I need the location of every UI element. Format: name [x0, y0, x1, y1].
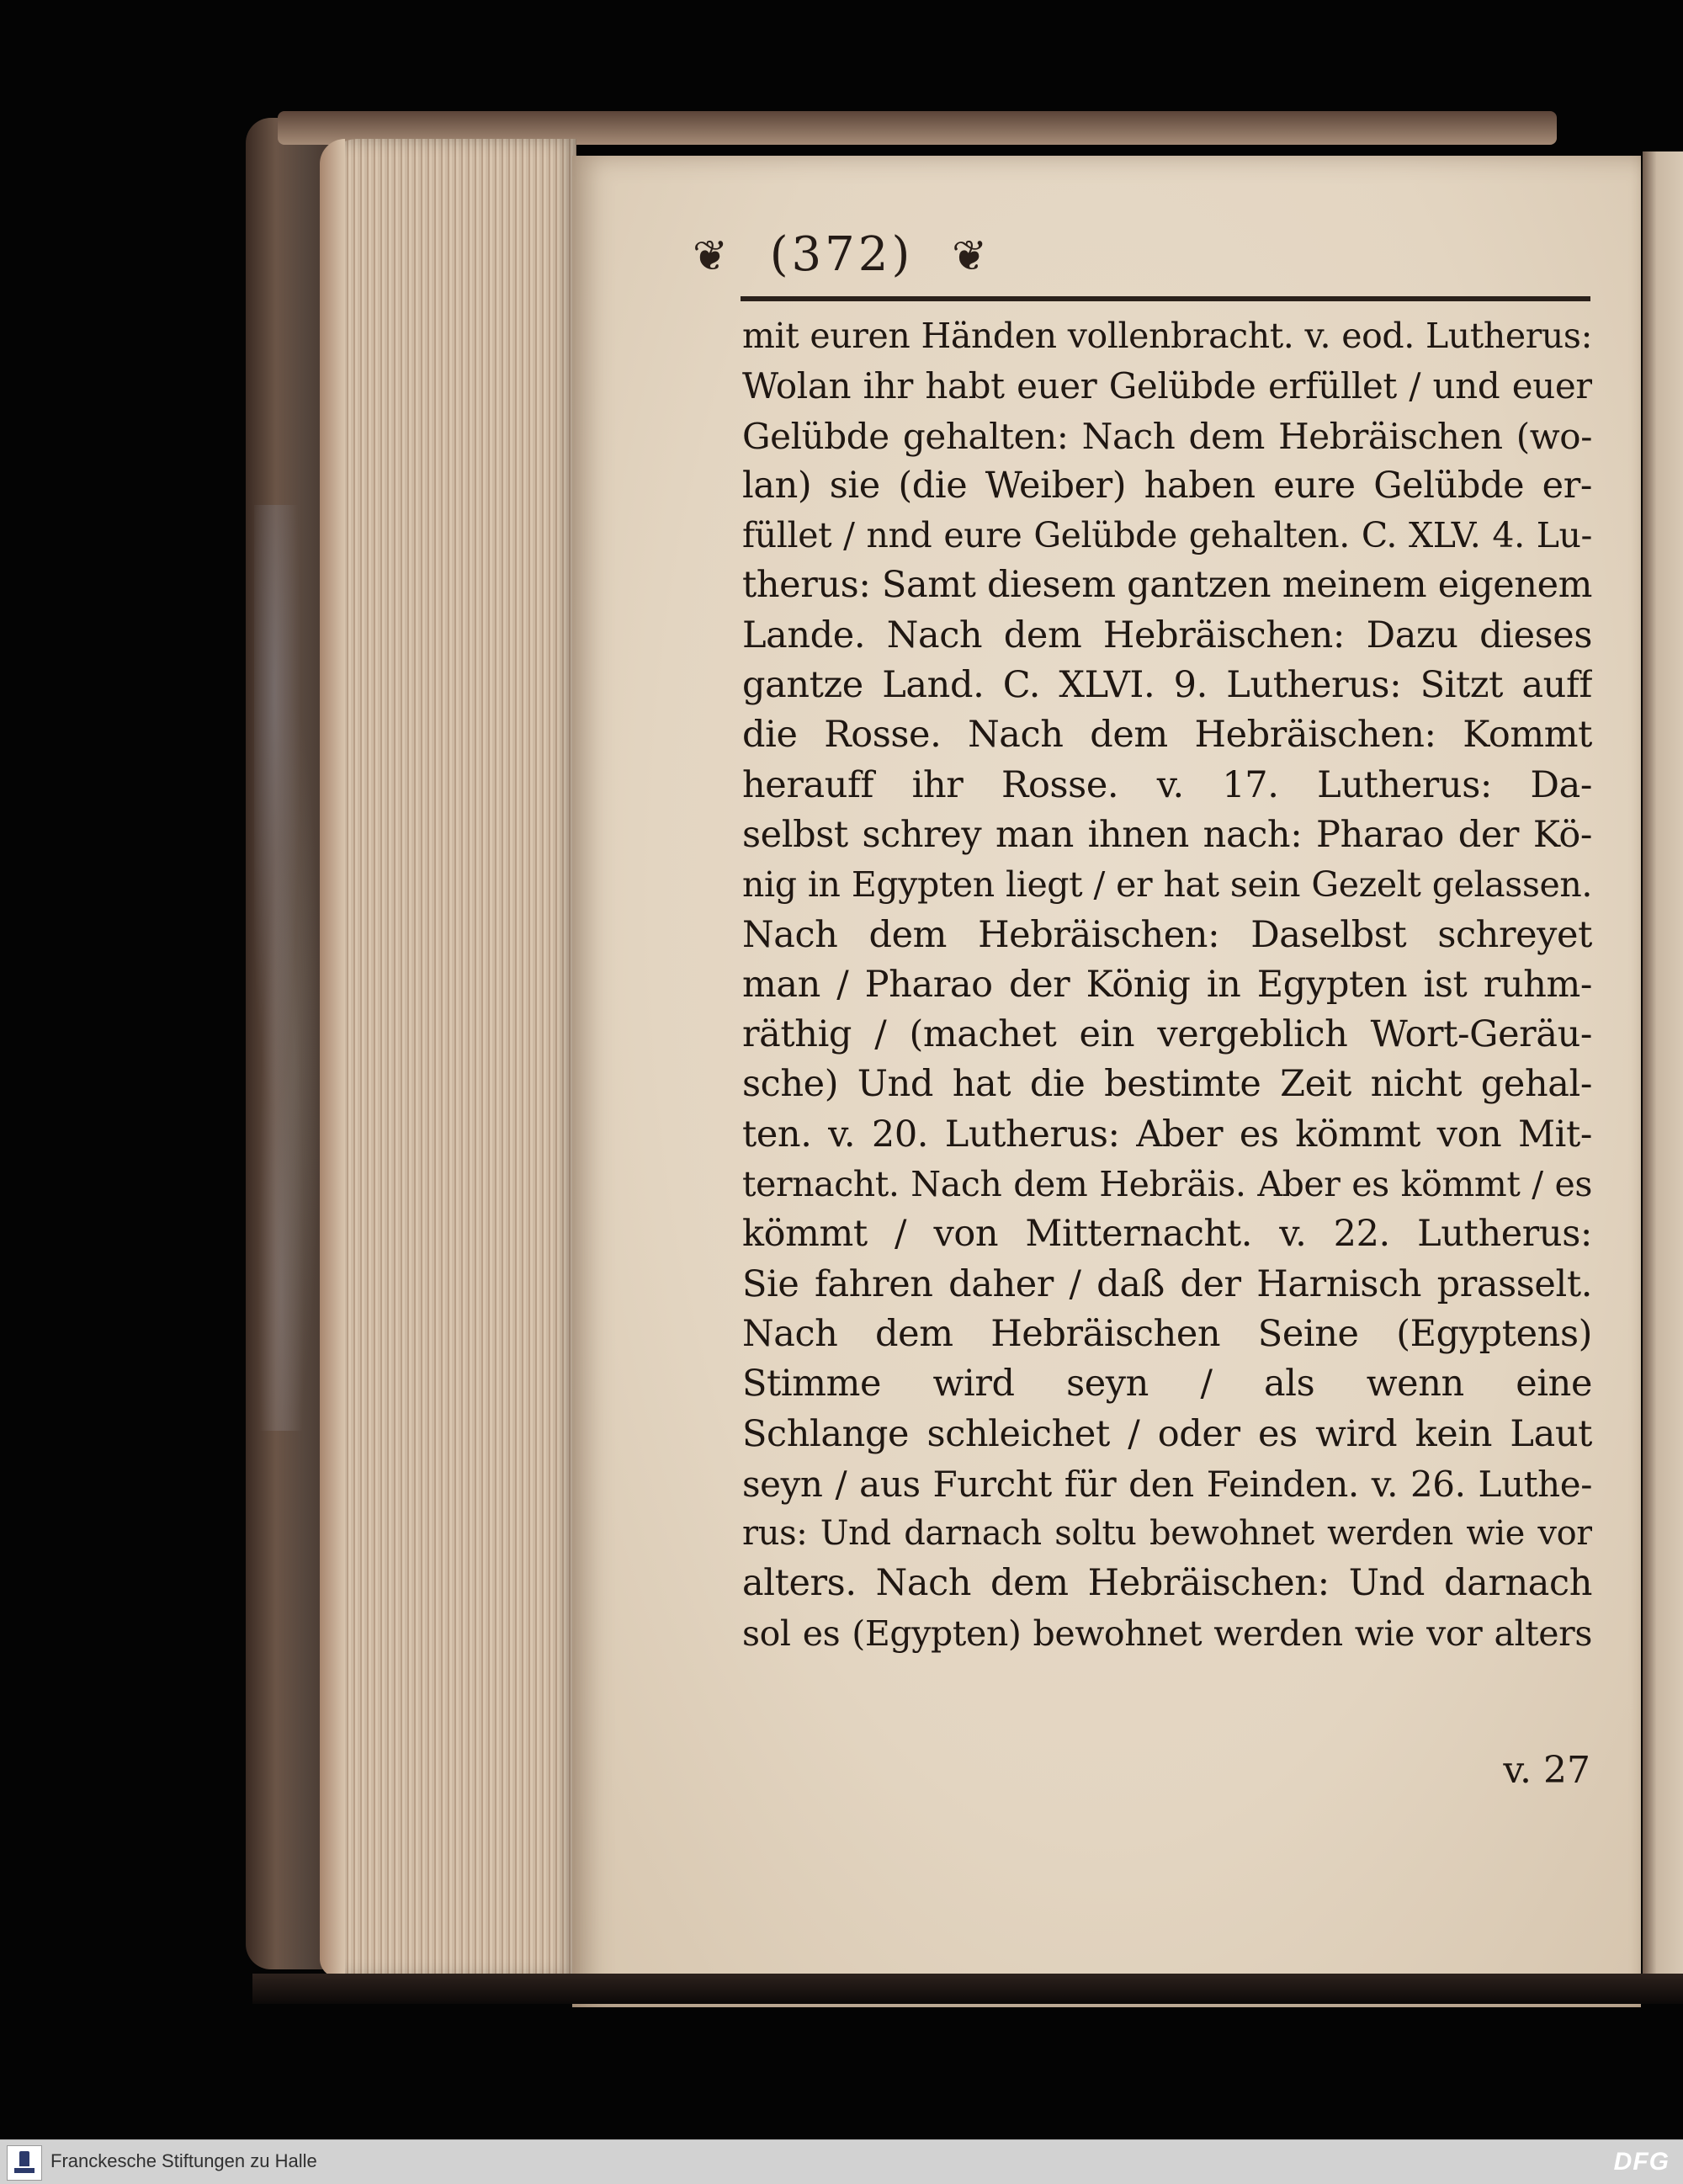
facing-page-edge — [1643, 151, 1683, 1995]
text-line: man / Pharao der König in Egypten ist ruhm- — [742, 963, 1592, 1006]
page-body-text — [742, 311, 1592, 1659]
text-line: ten. v. 20. Lutherus: Aber es kömmt von Mit- — [742, 1113, 1592, 1156]
ornament-right-icon: ❦ — [952, 231, 991, 280]
text-line: räthig / (machet ein vergeblich Wort-Geräu- — [742, 1013, 1592, 1056]
text-line: mit euren Händen vollenbracht. v. eod. Lutherus: — [742, 316, 1592, 356]
ornament-left-icon: ❦ — [692, 231, 731, 280]
text-line: ternacht. Nach dem Hebräis. Aber es kömmt / es — [742, 1164, 1592, 1205]
text-line: sche) Und hat die bestimte Zeit nicht gehal- — [742, 1063, 1592, 1106]
logo-mark — [19, 2151, 29, 2166]
page-block-edges — [324, 139, 576, 1978]
text-line: sol es (Egypten) bewohnet werden wie vor alters — [742, 1613, 1592, 1654]
page-header — [0, 227, 1683, 282]
text-line: füllet / nnd eure Gelübde gehalten. C. XLV. 4. Lu- — [742, 515, 1592, 556]
logo-base — [14, 2168, 35, 2173]
text-line: Nach dem Hebräischen Seine (Egyptens) — [742, 1312, 1592, 1355]
text-line: alters. Nach dem Hebräischen: Und darnach — [742, 1562, 1592, 1605]
spine-marbling — [254, 505, 321, 1431]
text-line: Lande. Nach dem Hebräischen: Dazu dieses — [742, 614, 1592, 656]
text-line: nig in Egypten liegt / er hat sein Gezelt gelassen. — [742, 864, 1592, 906]
page-number: (372) — [769, 227, 914, 282]
book-cover-bottom — [252, 1974, 1683, 2004]
text-line: Stimme wird seyn / als wenn eine — [742, 1363, 1592, 1406]
institution-name[interactable]: Franckesche Stiftungen zu Halle — [50, 2150, 317, 2171]
text-line: lan) sie (die Weiber) haben eure Gelübde er- — [742, 464, 1592, 507]
text-line: rus: Und darnach soltu bewohnet werden wie vor — [742, 1514, 1592, 1554]
text-line: selbst schrey man ihnen nach: Pharao der Kö- — [742, 813, 1592, 856]
text-line: Sie fahren daher / daß der Harnisch prasselt. — [742, 1262, 1592, 1305]
text-line: therus: Samt diesem gantzen meinem eigenem — [742, 564, 1592, 607]
header-rule — [741, 296, 1590, 301]
text-line: Schlange schleichet / oder es wird kein Laut — [742, 1412, 1592, 1455]
text-line: gantze Land. C. XLVI. 9. Lutherus: Sitzt auff — [742, 664, 1592, 707]
text-line: seyn / aus Furcht für den Feinden. v. 26. Luthe- — [742, 1463, 1592, 1505]
catchword: v. 27 — [1503, 1749, 1590, 1792]
text-line: kömmt / von Mitternacht. v. 22. Lutherus: — [742, 1213, 1592, 1256]
text-line: Wolan ihr habt euer Gelübde erfüllet / und euer — [742, 365, 1592, 407]
text-line: Gelübde gehalten: Nach dem Hebräischen (wo- — [742, 415, 1592, 457]
text-line: herauff ihr Rosse. v. 17. Lutherus: Da- — [742, 763, 1592, 806]
text-line: Nach dem Hebräischen: Daselbst schreyet — [742, 913, 1592, 956]
page-edge — [320, 139, 345, 1978]
dfg-logo[interactable]: DFG — [1613, 2148, 1670, 2176]
institution-logo-icon[interactable] — [7, 2145, 42, 2181]
viewer-footer — [0, 2139, 1683, 2184]
text-line: die Rosse. Nach dem Hebräischen: Kommt — [742, 714, 1592, 757]
